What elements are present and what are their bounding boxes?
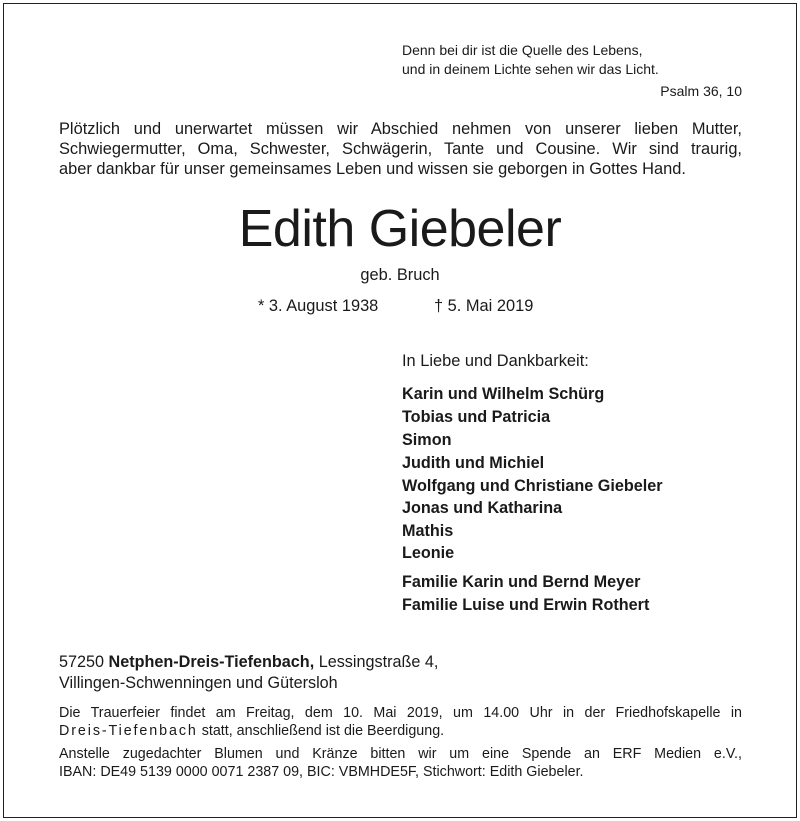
mourner-name: Wolfgang und Christiane Giebeler [402,477,663,495]
mourner-name: Mathis [402,522,454,540]
verse-reference: Psalm 36, 10 [660,83,742,99]
ceremony-place: Dreis-Tiefenbach [59,723,198,739]
mourner-name: Tobias und Patricia [402,408,551,426]
address-line-2: Villingen-Schwenningen und Gütersloh [59,674,338,692]
birth-date: * 3. August 1938 [258,297,379,315]
psalm-verse [402,41,742,79]
intro-line-3: aber dankbar für unser gemeinsames Leben und wissen sie geborgen in Gottes Hand. [59,160,686,178]
mourner-name: Leonie [402,544,455,562]
verse-line-2: und in deinem Lichte sehen wir das Licht. [402,61,659,77]
donation-notice [59,745,742,781]
verse-line-1: Denn bei dir ist die Quelle des Lebens, [402,42,643,58]
intro-text [59,119,742,179]
donation-line-1: Anstelle zugedachter Blumen und Kränze bitten wir um eine Spende an ERF Medien e.V., [59,746,742,762]
death-date: † 5. Mai 2019 [434,297,534,315]
donation-line-2: IBAN: DE49 5139 0000 0071 2387 09, BIC: VBMHDE5F, Stichwort: Edith Giebeler. [59,764,584,780]
maiden-name: geb. Bruch [360,266,440,284]
mourner-family: Familie Karin und Bernd Meyer [402,573,641,591]
ceremony-notice [59,704,742,740]
mourner-name: Jonas und Katharina [402,499,563,517]
mourners-heading: In Liebe und Dankbarkeit: [402,352,589,370]
postcode: 57250 [59,653,105,671]
mourner-family: Familie Luise und Erwin Rothert [402,596,650,614]
intro-line-2: Schwiegermutter, Oma, Schwester, Schwägerin, Tante und Cousine. Wir sind traurig, [59,140,742,158]
ceremony-line-2 [59,722,742,740]
mourner-name: Karin und Wilhelm Schürg [402,385,605,403]
ceremony-line-1: Die Trauerfeier findet am Freitag, dem 10. Mai 2019, um 14.00 Uhr in der Friedhofskapelle in [59,705,742,721]
mourner-name: Judith und Michiel [402,454,545,472]
street: Lessingstraße 4, [318,653,439,671]
intro-line-1: Plötzlich und unerwartet müssen wir Abschied nehmen von unserer lieben Mutter, [59,120,742,138]
ceremony-rest: statt, anschließend ist die Beerdigung. [201,723,445,739]
town: Netphen-Dreis-Tiefenbach, [108,653,315,671]
address [59,652,438,694]
deceased-name: Edith Giebeler [238,200,562,258]
mourner-name: Simon [402,431,452,449]
